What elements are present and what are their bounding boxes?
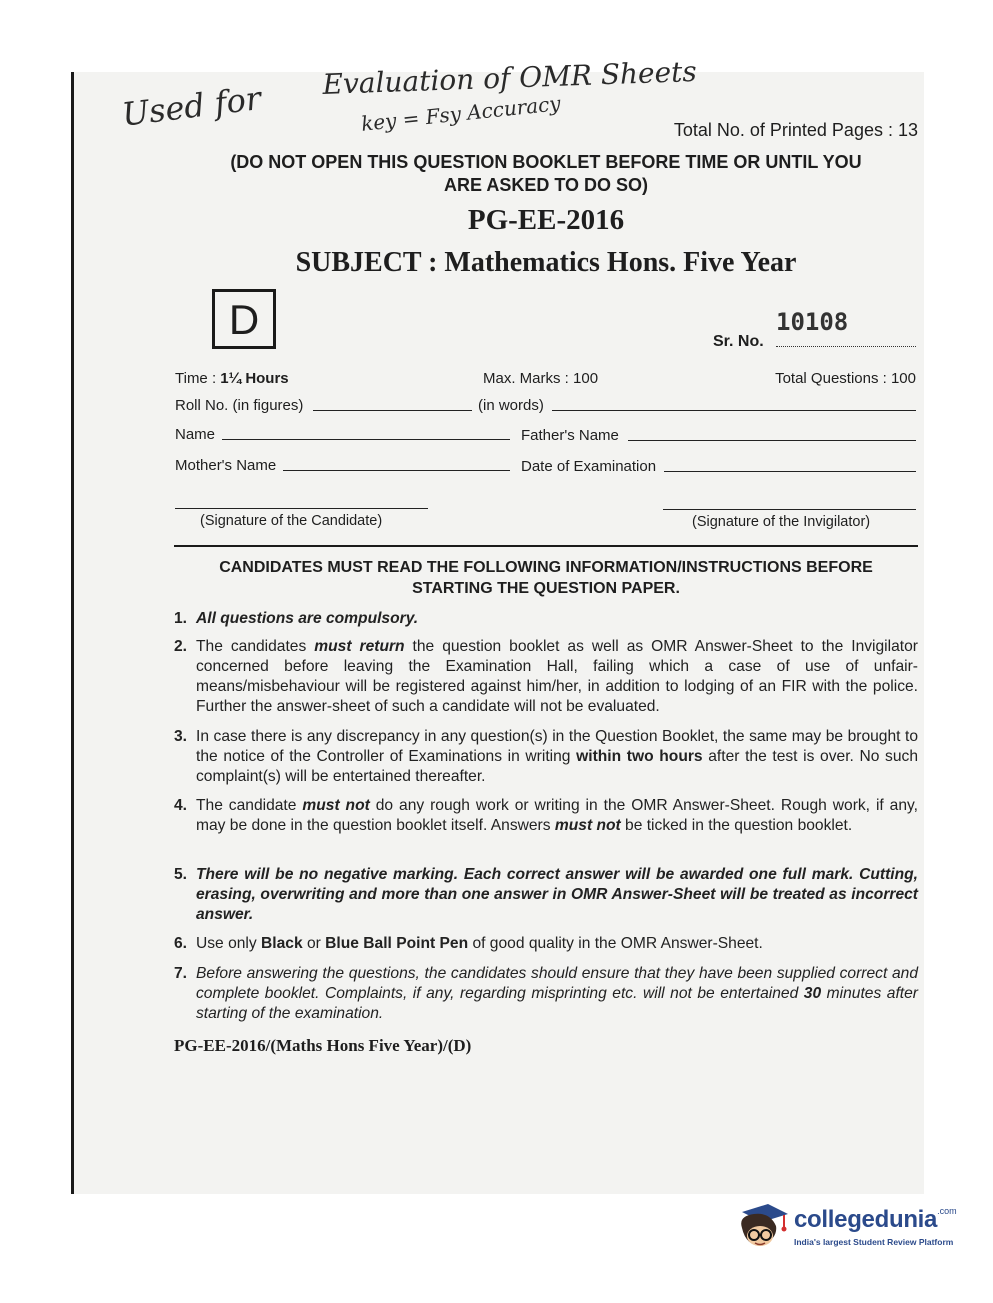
instruction-number: 6.	[174, 935, 188, 952]
subject-value: Mathematics Hons. Five Year	[444, 247, 797, 278]
warning-line-1: (DO NOT OPEN THIS QUESTION BOOKLET BEFORE TIME OR UNTIL YOU	[230, 152, 862, 172]
instruction-text: In case there is any discrepancy in any question(s) in the Question Booklet, the same may be brought to the notice of the Controller of Examinations in writing within two hours after the test is over. No such complaint(s) will be entertained thereafter.	[196, 728, 918, 785]
brand-name: collegedunia	[794, 1206, 938, 1233]
series-letter: D	[228, 296, 260, 343]
brand-suffix: .com	[937, 1206, 957, 1216]
time-value: 1¼ Hours	[220, 370, 289, 387]
student-mascot-icon	[732, 1198, 792, 1258]
question-paper-sheet	[74, 72, 924, 1194]
page-edge	[71, 72, 74, 1194]
candidate-signature-line[interactable]	[175, 508, 428, 509]
instruction-4	[174, 796, 918, 836]
serial-label: Sr. No.	[713, 333, 764, 350]
instruction-number: 3.	[174, 728, 188, 745]
instructions-heading-1: CANDIDATES MUST READ THE FOLLOWING INFORMATION/INSTRUCTIONS BEFORE	[219, 559, 873, 576]
instruction-number: 1.	[174, 610, 188, 627]
printed-pages-count: Total No. of Printed Pages : 13	[673, 120, 918, 140]
handwriting-evaluation-note: Evaluation of OMR Sheets	[322, 54, 698, 101]
instruction-number: 5.	[174, 866, 188, 883]
father-name-label: Father's Name	[521, 427, 619, 444]
instructions-heading-2: STARTING THE QUESTION PAPER.	[412, 580, 680, 597]
instruction-6	[174, 934, 918, 954]
candidate-signature-label: (Signature of the Candidate)	[200, 513, 383, 529]
brand-logo[interactable]	[732, 1198, 962, 1258]
section-divider	[174, 545, 918, 547]
time-field	[175, 370, 289, 387]
instruction-text: The candidate must not do any rough work or writing in the OMR Answer-Sheet. Rough work, if any, may be done in the question booklet itself. Answers must not be ticked in the question booklet.	[196, 797, 918, 834]
handwriting-used-for: Used for	[120, 79, 263, 134]
instruction-text: There will be no negative marking. Each correct answer will be awarded one full mark. Cutting, erasing, overwriting and more than one answer in OMR Answer-Sheet will be treated as incorrect answer.	[196, 866, 918, 923]
instruction-text: Before answering the questions, the candidates should ensure that they have been supplied correct and complete booklet. Complaints, if any, regarding misprinting etc. will not be entertained 30 minutes after starting of the examination.	[196, 965, 918, 1022]
max-marks: Max. Marks : 100	[483, 370, 599, 387]
total-questions: Total Questions : 100	[775, 370, 916, 387]
roll-figures-field[interactable]	[313, 410, 472, 411]
series-box	[212, 289, 276, 349]
time-label: Time :	[175, 370, 217, 387]
roll-words-label: (in words)	[478, 397, 544, 414]
brand-tagline: India's largest Student Review Platform	[794, 1237, 954, 1247]
serial-number: 10108	[776, 308, 849, 336]
invigilator-signature-line[interactable]	[663, 509, 916, 510]
instruction-number: 2.	[174, 638, 188, 655]
instruction-number: 4.	[174, 797, 188, 814]
subject-line	[170, 247, 922, 279]
instruction-7	[174, 964, 918, 1024]
instruction-5	[174, 865, 918, 925]
instruction-2	[174, 637, 918, 717]
exam-date-field[interactable]	[664, 471, 916, 472]
name-field[interactable]	[222, 439, 510, 440]
instruction-number: 7.	[174, 965, 188, 982]
instruction-text: The candidates must return the question booklet as well as OMR Answer-Sheet to the Invigilator concerned before leaving the Examination Hall, failing which a case of use of unfair-means/misbehaviour will be registered against him/her, in addition to lodging of an FIR with the police. Further the answer-sheet of such a candidate will not be evaluated.	[196, 638, 918, 715]
exam-date-label: Date of Examination	[521, 458, 657, 475]
handwriting-key-note: key = Fsy Accuracy	[360, 91, 562, 136]
subject-label: SUBJECT :	[295, 247, 438, 278]
name-label: Name	[175, 426, 216, 443]
exam-code-title: PG-EE-2016	[467, 204, 625, 236]
instruction-1	[174, 609, 918, 629]
paper-code-footer: PG-EE-2016/(Maths Hons Five Year)/(D)	[174, 1036, 472, 1055]
instruction-text: All questions are compulsory.	[196, 610, 419, 627]
instruction-3	[174, 727, 918, 787]
instruction-text: Use only Black or Blue Ball Point Pen of good quality in the OMR Answer-Sheet.	[196, 935, 763, 952]
warning-line-2: ARE ASKED TO DO SO)	[443, 175, 649, 195]
mother-name-field[interactable]	[283, 470, 510, 471]
roll-words-field[interactable]	[552, 410, 916, 411]
father-name-field[interactable]	[628, 440, 916, 441]
mother-name-label: Mother's Name	[175, 457, 277, 474]
serial-dotted-line	[776, 346, 916, 347]
roll-figures-label: Roll No. (in figures)	[175, 397, 304, 414]
invigilator-signature-label: (Signature of the Invigilator)	[692, 514, 871, 530]
